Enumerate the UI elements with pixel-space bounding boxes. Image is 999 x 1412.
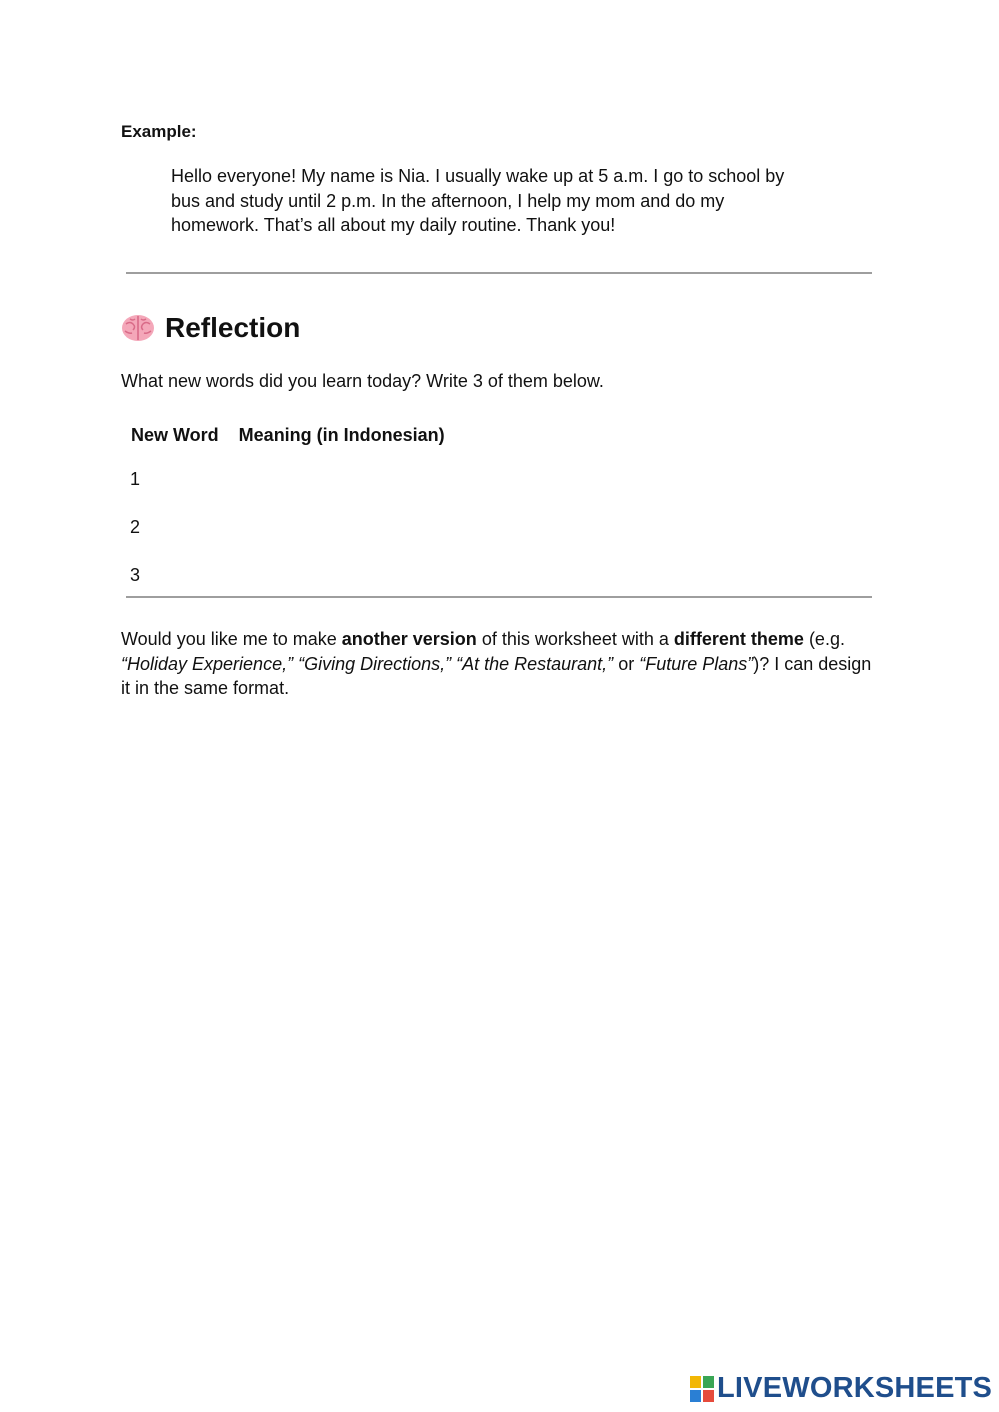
- row-number: 3: [130, 565, 141, 585]
- reflection-heading: [121, 312, 300, 344]
- closing-text: )? I can design it in the same format.: [121, 653, 872, 698]
- meaning-cell: [229, 448, 455, 496]
- closing-italic-text: “Future Plans”: [639, 653, 754, 674]
- divider: [126, 596, 872, 598]
- brain-icon: [121, 313, 155, 343]
- closing-text: Would you like me to make: [121, 629, 342, 649]
- row-number: 1: [130, 469, 141, 489]
- table-row: [121, 544, 455, 592]
- vocabulary-table: [121, 422, 455, 592]
- closing-italic-text: “Holiday Experience,” “Giving Directions,” “At the Restaurant,”: [121, 653, 614, 674]
- liveworksheets-logo[interactable]: [690, 1372, 992, 1405]
- closing-bold-text: another version: [341, 629, 477, 649]
- closing-bold-text: different theme: [673, 629, 804, 649]
- row-number: 2: [130, 517, 141, 537]
- example-paragraph: Hello everyone! My name is Nia. I usually wake up at 5 a.m. I go to school by bus and study until 2 p.m. In the afternoon, I help my mom and do my homework. That’s all about my daily routine. Thank you!: [171, 166, 785, 235]
- meaning-cell: [229, 496, 455, 544]
- closing-text: (e.g.: [803, 629, 845, 649]
- reflection-title: Reflection: [165, 312, 301, 343]
- liveworksheets-logo-icon: [690, 1376, 714, 1402]
- closing-paragraph: [121, 627, 881, 701]
- reflection-prompt: What new words did you learn today? Write 3 of them below.: [121, 371, 604, 391]
- closing-text: of this worksheet with a: [476, 629, 674, 649]
- meaning-cell: [229, 544, 455, 592]
- table-row: [121, 496, 455, 544]
- divider: [126, 272, 872, 274]
- header-new-word: New Word: [131, 424, 219, 445]
- header-meaning: Meaning (in Indonesian): [238, 424, 445, 445]
- logo-text: LIVEWORKSHEETS: [717, 1372, 993, 1404]
- example-label: Example:: [121, 122, 197, 141]
- table-row: [121, 448, 455, 496]
- closing-text: or: [613, 653, 640, 674]
- table-header-row: [121, 422, 455, 448]
